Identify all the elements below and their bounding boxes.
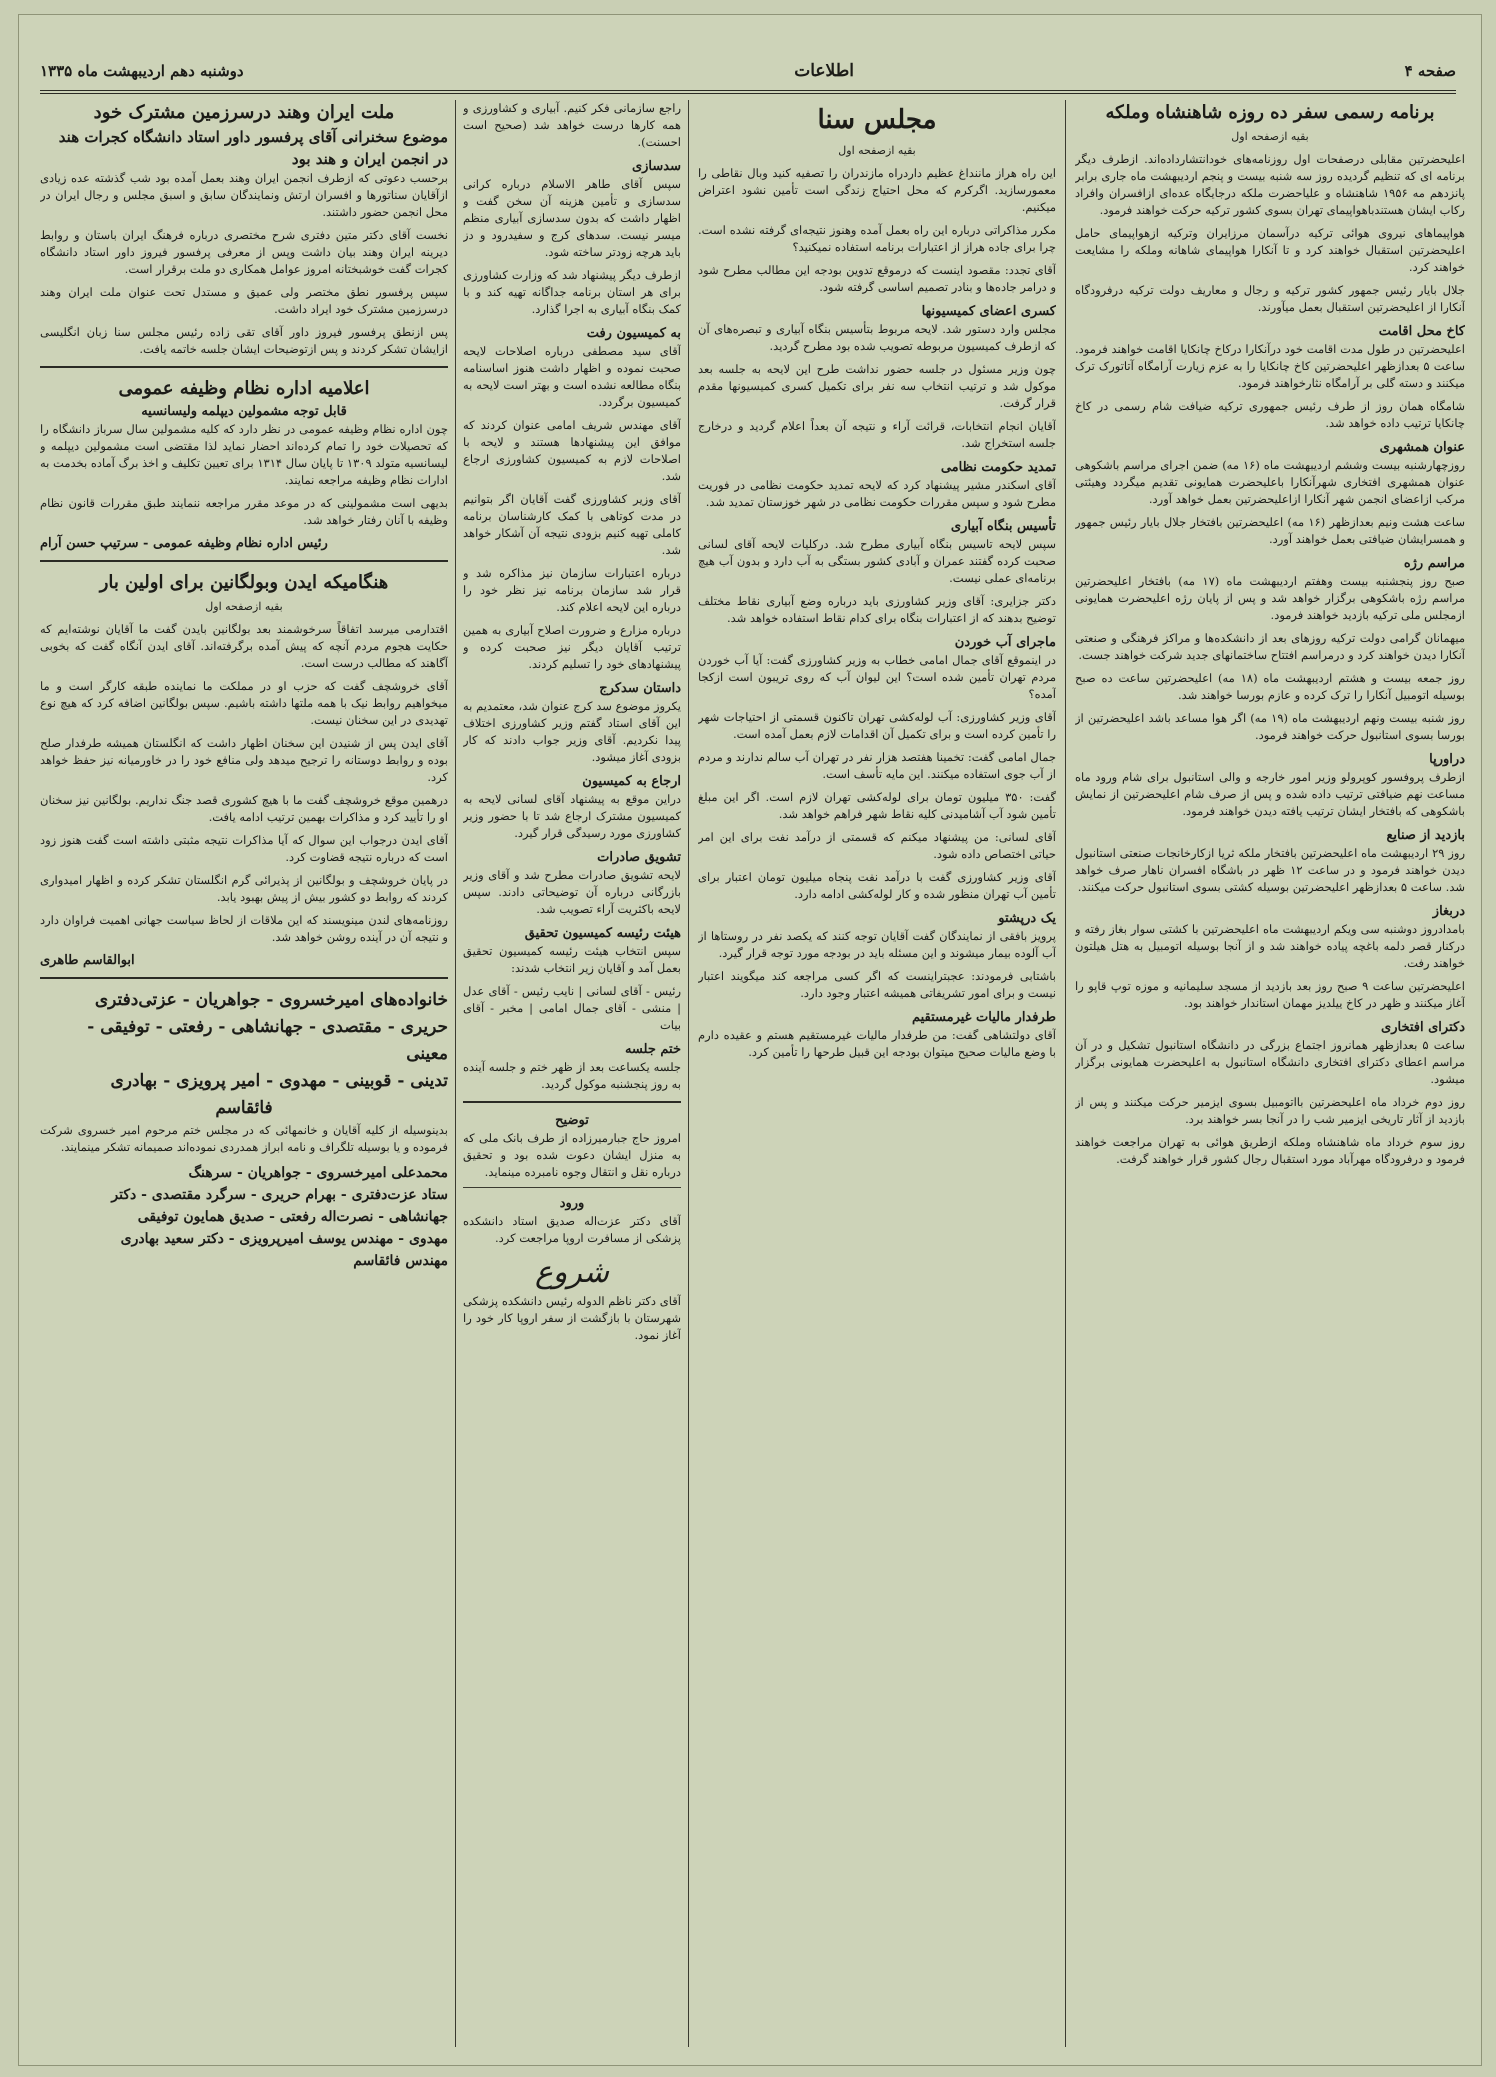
notice-title: ورود [559,1196,585,1211]
paragraph: درهمین موقع خروشچف گفت ما با هیچ کشوری قصد جنگ نداریم. بولگانین نیز سخنان او را تأیید کرد و مذاکرات بهمین ترتیب ادامه یافت. [40,793,448,824]
paragraph: اعلیحضرتین مقابلی درصفحات اول روزنامه‌های خودانتشارداده‌اند. ازطرف دیگر برنامه ای که تنظیم گردیده روز سه شنبه بیست و پنجم اردیبهشت ماه جاری برابر پانزدهم مه ۱۹۵۶ شاهنشاه و علیاحضرت ملکه درجایگاه عده‌ای ازافسران وافراد رکاب ایشان هستندباهواپیمای تهران بسوی کشور ترکیه حرکت خواهند فرمود. [1075,152,1465,217]
paragraph: ساعت هشت ونیم بعدازظهر (۱۶ مه) اعلیحضرتین بافتخار جلال بایار رئیس جمهور و همسرایشان ضیافتی بعمل خواهند آورد. [1075,515,1465,546]
subheading: ارجاع به کمیسیون [582,774,681,789]
paragraph: اعلیحضرتین در طول مدت اقامت خود درآنکارا درکاخ چانکایا اقامت خواهند فرمود. ساعت ۵ بعدازظهر اعلیحضرتین کاخ چانکایا را به عزم زیارت آرامگاه آتاتورک ترک میکنند و دسته گلی بر آرامگاه نثارخواهند فرمود. [1075,342,1465,390]
signatories-line: محمدعلی امیرخسروی - جواهریان - سرهنگ [188,1165,448,1181]
paragraph: در پایان خروشچف و بولگانین از پذیرائی گرم انگلستان تشکر کرده و اظهار امیدواری کردند که روابط دو کشور بیش از پیش بهبود یابد. [40,873,448,904]
paragraph: دکتر جزایری: آقای وزیر کشاورزی باید درباره وضع آبیاری نقاط مختلف توضیح بدهند که از اعتبارات بنگاه برای کدام نقاط استفاده خواهد شد. [698,594,1056,625]
signature-line: رئیس اداره نظام وظیفه عمومی - سرتیپ حسن آرام [40,536,328,551]
paragraph: آقای ایدن درجواب این سوال که آیا مذاکرات نتیجه مثبتی داشته است گفت هنوز زود است که درباره نتیجه قضاوت کرد. [40,833,448,864]
paragraph: مکرر مذاکراتی درباره این راه بعمل آمده وهنوز نتیجه‌ای گرفته نشده است. چرا برای جاده هراز از اعتبارات برنامه استفاده نمیکنید؟ [698,223,1056,254]
subheading: کسری اعضای کمیسیونها [921,304,1056,319]
paragraph: اقتدارمی میرسد اتفاقاً سرخوشمند بعد بولگانین بایدن گفت ما آقایان نوشته‌ایم که حکایت هجوم مردم آنچه که پیش آمده برگرفته‌اند. آقای ایدن آنگاه گفت که بخوبی آگاهند که مطالب درست است. [40,622,448,670]
subheading: سدسازی [631,159,681,174]
paragraph: بدینوسیله از کلیه آقایان و خانمهائی که در مجلس ختم مرحوم امیر خسروی شرکت فرموده و یا بوسیله تلگراف و نامه ابراز همدردی نموده‌اند صمیمانه تشکر مینمایند. [40,1123,448,1154]
paragraph: پرویز بافقی از نمایندگان گفت آقایان توجه کنند که یکصد نفر در روستاها از آب آلوده بیمار میشوند و این مسئله باید در بودجه مورد توجه قرار گیرد. [698,929,1056,960]
paragraph: درباره اعتبارات سازمان نیز مذاکره شد و قرار شد سازمان برنامه نیز نظر خود را درباره این لایحه اعلام کند. [463,566,681,614]
family-names-line: فائقاسم [215,1098,273,1118]
paragraph: آقای سید مصطفی درباره اصلاحات لایحه صحبت نموده و اظهار داشت هنوز اساسنامه بنگاه مطالعه نشده است و بهتر است لایحه به کمیسیون برگردد. [463,344,681,409]
subheading: عنوان همشهری [1379,440,1465,455]
masthead [40,52,1456,94]
paragraph: در اینموقع آقای جمال امامی خطاب به وزیر کشاورزی گفت: آیا آب خوردن مردم تهران تأمین شده است؟ این لیوان آب که روی تریبون است ازکجا آمده؟ [698,653,1056,701]
paragraph: آقای دکتر عزت‌اله صدیق استاد دانشکده پزشکی از مسافرت اروپا مراجعت کرد. [463,1214,681,1245]
paragraph: گفت: ۳۵۰ میلیون تومان برای لوله‌کشی تهران لازم است. اگر این مبلغ تأمین شود آب آشامیدنی کلیه نقاط شهر فراهم خواهد شد. [698,790,1056,821]
family-names-line: تدینی - قوبینی - مهدوی - امیر پرویزی - بهادری [110,1071,448,1091]
paragraph: صبح روز پنجشنبه بیست وهفتم اردیبهشت ماه (۱۷ مه) بافتخار اعلیحضرتین مراسم رژه باشکوهی برگزار خواهد شد و پس از پایان رژه اعلیحضرت همایونی ازمجلس ملی ترکیه بازدید خواهند فرمود. [1075,574,1465,622]
paragraph: روز شنبه بیست ونهم اردیبهشت ماه (۱۹ مه) اگر هوا مساعد باشد اعلیحضرتین از بورسا بسوی استانبول حرکت خواهند فرمود. [1075,711,1465,742]
article-iran-india [40,100,448,2047]
signatories-line: جهانشاهی - نصرت‌اله رفعتی - صدیق همایون توفیقی [137,1209,448,1225]
subheading: کاخ محل اقامت [1378,324,1465,339]
paragraph: سپس پرفسور نطق مختصر ولی عمیق و مستدل تحت عنوان ملت ایران وهند درسرزمین مشترک خود ایراد داشت. [40,285,448,316]
paragraph: راجع سازمانی فکر کنیم. آبیاری و کشاورزی و همه کارها درست خواهد شد (صحیح است احسنت). [463,101,681,149]
family-names-line: حریری - مقتصدی - جهانشاهی - رفعتی - توفیقی - معینی [87,1017,448,1064]
paragraph: چون وزیر مسئول در جلسه حضور نداشت طرح این لایحه به جلسه بعد موکول شد و ترتیب انتخاب سه نفر برای تکمیل کسری کمیسیونها مقدم قرار گرفت. [698,362,1056,410]
paragraph: آقای وزیر کشاورزی گفت آقایان اگر بتوانیم در مدت کوتاهی با کمک کارشناسان برنامه کاملی تهیه کنیم بزودی نتیجه آن آشکار خواهد شد. [463,492,681,557]
divider [463,1187,681,1188]
paragraph: روزچهارشنبه بیست وششم اردیبهشت ماه (۱۶ مه) ضمن اجرای مراسم باشکوهی عنوان همشهری افتخاری شهرآنکارا باعلیحضرت همایونی تقدیم میگردد وهیئتی مرکب ازاعضای انجمن شهر آنکارا ازاعلیحضرتین بعمل خواهد آورد. [1075,458,1465,506]
subheading: تأسیس بنگاه آبیاری [950,519,1056,534]
paragraph: روز ۲۹ اردیبهشت ماه اعلیحضرتین بافتخار ملکه ثریا ازکارخانجات صنعتی استانبول دیدن خواهند فرمود و در ساعت ۱۲ ظهر در باشگاه افسران ناهار صرف خواهد شد. ساعت ۵ بعدازظهر اعلیحضرتین بوسیله کشتی بسوی استانبول حرکت میکنند. [1075,846,1465,894]
paragraph: آقایان انجام انتخابات، قرائت آراء و نتیجه آن بعداً اعلام گردید و درخارج جلسه استخراج شد. [698,419,1056,450]
paragraph: آقای وزیر کشاورزی گفت با درآمد نفت پنجاه میلیون تومان اعتبار برای تأمین آب تهران منظور شده و کار لوله‌کشی ادامه دارد. [698,870,1056,901]
subheading: دراورپا [1429,752,1465,767]
subheading: ختم جلسه [624,1042,681,1057]
divider [463,1101,681,1103]
subheading: داستان سدکرج [599,681,681,696]
subheading: یک درپشتو [998,911,1056,926]
article-royal-visit [1075,100,1465,2047]
paragraph: سپس لایحه تاسیس بنگاه آبیاری مطرح شد. درکلیات لایحه آقای لسانی صحبت کرده گفتند عمران و آبادی کشور بستگی به آب دارد و بدون آب هیچ برنامه‌ای عملی نیست. [698,537,1056,585]
announcement-title: اعلامیه اداره نظام وظیفه عمومی [118,378,370,399]
article-senate-continued [463,100,681,2047]
paragraph: چون اداره نظام وظیفه عمومی در نظر دارد که کلیه مشمولین سال سرباز دانشگاه را که تحصیلات خود را تمام کرده‌اند احضار نماید لذا مقتضی است مشمولین دیپلمه و لیسانسیه متولد ۱۳۰۹ تا پایان سال ۱۳۱۴ برای تعیین تکلیف و اخذ برگ آماده بخدمت به ادارات نظام وظیفه مراجعه نمایند. [40,422,448,487]
article-title: ملت ایران وهند درسرزمین مشترک خود [93,102,395,123]
subheading: به کمیسیون رفت [586,326,681,341]
divider [40,366,448,368]
paragraph: سپس انتخاب هیئت رئیسه کمیسیون تحقیق بعمل آمد و آقایان زیر انتخاب شدند: [463,944,681,975]
notice-title: توضیح [555,1113,589,1128]
paragraph: ازطرف پروفسور کوپرولو وزیر امور خارجه و والی استانبول برای شام ورود ماه مساعت نهم ضیافتی ترتیب داده شده و پس از صرف شام اعلیحضرتین از نمایش باشکوهی که بافتخار ایشان ترتیب یافته دیدن خواهند فرمود. [1075,770,1465,818]
subheading: هیئت رئیسه کمیسیون تحقیق [524,926,681,941]
paragraph: اعلیحضرتین ساعت ۹ صبح روز بعد بازدید از مسجد سلیمانیه و موزه توپ قاپو را آغاز میکنند و ظهر در کاخ ییلدیز مهمان استاندار خواهند بود. [1075,979,1465,1010]
paragraph: آقای خروشچف گفت که حزب او در مملکت ما نماینده طبقه کارگر است و ما میخواهیم روابط نیک با همه ملتها داشته باشیم. سپس بولگانین اضافه کرد که هیچ نوع تهدیدی در این سخنان نیست. [40,679,448,727]
signatories-line: مهدوی - مهندس یوسف امیرپرویزی - دکتر سعید بهادری [120,1231,448,1247]
paragraph: هواپیماهای نیروی هوائی ترکیه درآسمان مرزایران وترکیه ازهواپیمای حامل اعلیحضرتین استقبال خواهند کرد و تا آنکارا هواپیمای شاهانه وملکه را مشایعت خواهند کرد. [1075,226,1465,274]
continued-note: بقیه ازصفحه اول [838,144,916,157]
issue-date: دوشنبه دهم اردیبهشت ماه ۱۳۳۵ [40,62,244,80]
divider [40,977,448,979]
subheading: ماجرای آب خوردن [954,635,1056,650]
member-list: رئیس - آقای لسانی | نایب رئیس - آقای عدل | منشی - آقای جمال امامی | مخبر - آقای بیات [463,984,681,1032]
paragraph: جلسه یکساعت بعد از ظهر ختم و جلسه آینده به روز پنجشنبه موکول گردید. [463,1060,681,1091]
ornamental-heading: شروع [534,1255,610,1290]
paragraph: سپس آقای طاهر الاسلام درباره کرانی سدسازی و تأمین هزینه آن سخن گفت و اظهار داشت که بدون سدسازی آبیاری منظم میسر نیست. سدهای کرج و سفیدرود و دز باید هرچه زودتر ساخته شود. [463,177,681,259]
subheading: تشویق صادرات [597,850,681,865]
continued-note: بقیه ازصفحه اول [205,600,283,613]
paragraph: آقای ایدن پس از شنیدن این سخنان اظهار داشت که انگلستان همیشه طرفدار صلح بوده و روابط دوستانه را ترجیح میدهد ولی منافع خود را در خاورمیانه نیز حفظ خواهد کرد. [40,736,448,784]
paragraph: آقای اسکندر مشیر پیشنهاد کرد که لایحه تمدید حکومت نظامی در فوریت مطرح شود و سپس مقررات حکومت نظامی در شهر خوزستان تمدید شد. [698,478,1056,509]
continued-note: بقیه ازصفحه اول [1231,130,1309,143]
announcement-subtitle: قابل توجه مشمولین دیپلمه ولیسانسیه [141,404,347,419]
column-rule [1065,100,1066,2047]
paragraph: آقای دکتر ناظم الدوله رئیس دانشکده پزشکی شهرستان با بازگشت از سفر اروپا کار خود را آغاز نمود. [463,1294,681,1342]
paragraph: نخست آقای دکتر متین دفتری شرح مختصری درباره فرهنگ ایران باستان و روابط دیرینه ایران وهند بیان داشت وپس از معرفی پرفسور فیروز داور استاد دانشگاه کجرات گفت خوشبختانه امروز عوامل همکاری دو ملت برقرار است. [40,228,448,276]
paragraph: میهمانان گرامی دولت ترکیه روزهای بعد از دانشکده‌ها و مراکز فرهنگی و صنعتی آنکارا دیدن خواهند کرد و درمراسم افتتاح ساختمانهای جدید شرکت خواهند جست. [1075,631,1465,662]
paragraph: روزنامه‌های لندن مینویسند که این ملاقات از لحاظ سیاست جهانی اهمیت فراوان دارد و نتیجه آن در آینده روشن خواهد شد. [40,913,448,944]
paragraph: پس ازنطق پرفسور فیروز داور آقای تقی زاده رئیس مجلس سنا زبان انگلیسی ازایشان تشکر کردند و پس ازتوضیحات ایشان جلسه خاتمه یافت. [40,325,448,356]
paragraph: آقای تجدد: مقصود اینست که درموقع تدوین بودجه این مطالب مطرح شود و درامر جاده‌ها و بنادر تصمیم اساسی گرفته شود. [698,263,1056,294]
signatories-line: مهندس فائقاسم [353,1253,448,1269]
paragraph: دراین موقع به پیشنهاد آقای لسانی لایحه به کمیسیون مشترک ارجاع شد تا با حضور وزیر کشاورزی مورد رسیدگی قرار گیرد. [463,792,681,840]
paragraph: ساعت ۵ بعدازظهر همانروز اجتماع بزرگی در دانشگاه استانبول تشکیل و در آن مراسم اعطای دکترای افتخاری دانشگاه استانبول به اعلیحضرت همایونی برگزار میشود. [1075,1038,1465,1086]
family-names-line: خانواده‌های امیرخسروی - جواهریان - عزتی‌دفتری [94,990,448,1010]
paragraph: امروز حاج جبارمیرزاده از طرف بانک ملی که به منزل ایشان دعوت شده بود و تحقیق درباره نقل و انتقال وجوه نامبرده مینماید. [463,1131,681,1179]
subheading: دربغاز [1432,904,1465,919]
signature-line: ابوالقاسم طاهری [40,953,135,968]
article-title: مجلس سنا [817,105,937,135]
column-rule [688,100,689,2047]
signatories-line: ستاد عزت‌دفتری - بهرام حریری - سرگرد مقتصدی - دکتر [111,1187,448,1203]
paragraph: جلال بایار رئیس جمهور کشور ترکیه و رجال و معاریف دولت ترکیه درفرودگاه آنکارا از اعلیحضرتین استقبال بعمل میآورند. [1075,283,1465,314]
paragraph: درباره مزارع و ضرورت اصلاح آبیاری به همین ترتیب آقایان دیگر نیز صحبت کرده و پیشنهادهای خود را تسلیم کردند. [463,623,681,671]
divider [40,560,448,562]
paragraph: آقای لسانی: من پیشنهاد میکنم که قسمتی از درآمد نفت برای این امر حیاتی اختصاص داده شود. [698,830,1056,861]
paragraph: مجلس وارد دستور شد. لایحه مربوط بتأسیس بنگاه آبیاری و تبصره‌های آن که ازطرف کمیسیون مربوطه تصویب شده بود مطرح گردید. [698,322,1056,353]
paragraph: شامگاه همان روز از طرف رئیس جمهوری ترکیه ضیافت شام رسمی در کاخ چانکایا ترتیب داده خواهد شد. [1075,399,1465,430]
subheading: بازدید از صنایع [1386,828,1465,843]
page-number: صفحه ۴ [1404,62,1456,80]
paragraph: روز سوم خرداد ماه شاهنشاه وملکه ازطریق هوائی به تهران مراجعت خواهند فرمود و درفرودگاه مهرآباد مورد استقبال رجال کشور قرار خواهند گرفت. [1075,1135,1465,1166]
subheading: تمدید حکومت نظامی [940,460,1056,475]
paragraph: باشتابی فرمودند: عجبتراینست که اگر کسی مراجعه کند میگویند اعتبار نیست و برای امور تشریفاتی همیشه اعتبار وجود دارد. [698,969,1056,1000]
article-senate [698,100,1056,2047]
paragraph: جمال امامی گفت: تخمینا هفتصد هزار نفر در تهران آب سالم ندارند و مردم از آب جوی استفاده میکنند. این مایه تأسف است. [698,750,1056,781]
article-title: هنگامیکه ایدن وبولگانین برای اولین بار [99,572,389,593]
newspaper-name: اطلاعات [794,61,854,81]
paragraph: آقای وزیر کشاورزی: آب لوله‌کشی تهران تاکنون قسمتی از احتیاجات شهر را تأمین کرده است و برای تکمیل آن اقدامات لازم بعمل آمده است. [698,710,1056,741]
subheading: طرفدار مالیات غیرمستقیم [911,1010,1056,1025]
paragraph: روز جمعه بیست و هشتم اردیبهشت ماه (۱۸ مه) اعلیحضرتین ساعت ده صبح بوسیله اتومبیل آنکارا را ترک کرده و عازم بورسا خواهند شد. [1075,671,1465,702]
paragraph: ازطرف دیگر پیشنهاد شد که وزارت کشاورزی برای هر استان برنامه جداگانه تهیه کند و با کمک بنگاه آبیاری به اجرا گذارد. [463,268,681,316]
subheading: دکترای افتخاری [1381,1020,1465,1035]
paragraph: یکروز موضوع سد کرج عنوان شد، معتمدیم به این آقای استاد گفتم وزیر کشاورزی اختلاف پیدا نکردیم. آقای وزیر جواب دادند که کار بزودی آغاز میشود. [463,699,681,764]
paragraph: این راه هراز ماننداغ عظیم داردراه مازندران را تصفیه کنید وبال نقاطی را معمورسازید. اگرکرم که محل احتیاج زندگی است تأمین نشود اعتراض میکنیم. [698,166,1056,214]
column-rule [455,100,456,2047]
subheading: مراسم رژه [1403,556,1465,571]
article-subtitle: موضوع سخنرانی آقای پرفسور داور استاد دانشگاه کجرات هند در انجمن ایران و هند بود [58,128,448,168]
paragraph: آقای مهندس شریف امامی عنوان کردند که موافق این پیشنهادها هستند و لایحه با اصلاحات لازم به کمیسیون کشاورزی ارجاع شد. [463,418,681,483]
paragraph: برحسب دعوتی که ازطرف انجمن ایران وهند بعمل آمده بود شب گذشته عده زیادی ازآقایان سناتورها و افسران ارتش ونمایندگان سابق و اسبق مجلس و رجال ایران در محل انجمن حضور داشتند. [40,171,448,219]
paragraph: بامدادروز دوشنبه سی ویکم اردیبهشت ماه اعلیحضرتین با کشتی سوار بغاز رفته و درکنار قصر دلمه باغچه پیاده خواهند شد و از آنجا بوسیله اتومبیل به هتل هیلتون خواهند رفت. [1075,922,1465,970]
paragraph: روز دوم خرداد ماه اعلیحضرتین بااتومبیل بسوی ایزمیر حرکت میکنند و پس از بازدید از آثار تاریخی ایزمیر شب را در آنجا بسر خواهند برد. [1075,1095,1465,1126]
article-title: برنامه رسمی سفر ده روزه شاهنشاه وملکه [1105,102,1435,123]
paragraph: لایحه تشویق صادرات مطرح شد و آقای وزیر بازرگانی درباره آن توضیحاتی دادند. سپس لایحه باکثریت آراء تصویب شد. [463,868,681,916]
paragraph: بدیهی است مشمولینی که در موعد مقرر مراجعه ننمایند طبق مقررات قانون نظام وظیفه با آنان رفتار خواهد شد. [40,496,448,527]
paragraph: آقای دولتشاهی گفت: من طرفدار مالیات غیرمستقیم هستم و عقیده دارم با وضع مالیات صحیح میتوان بودجه این قبیل طرحها را تأمین کرد. [698,1028,1056,1059]
